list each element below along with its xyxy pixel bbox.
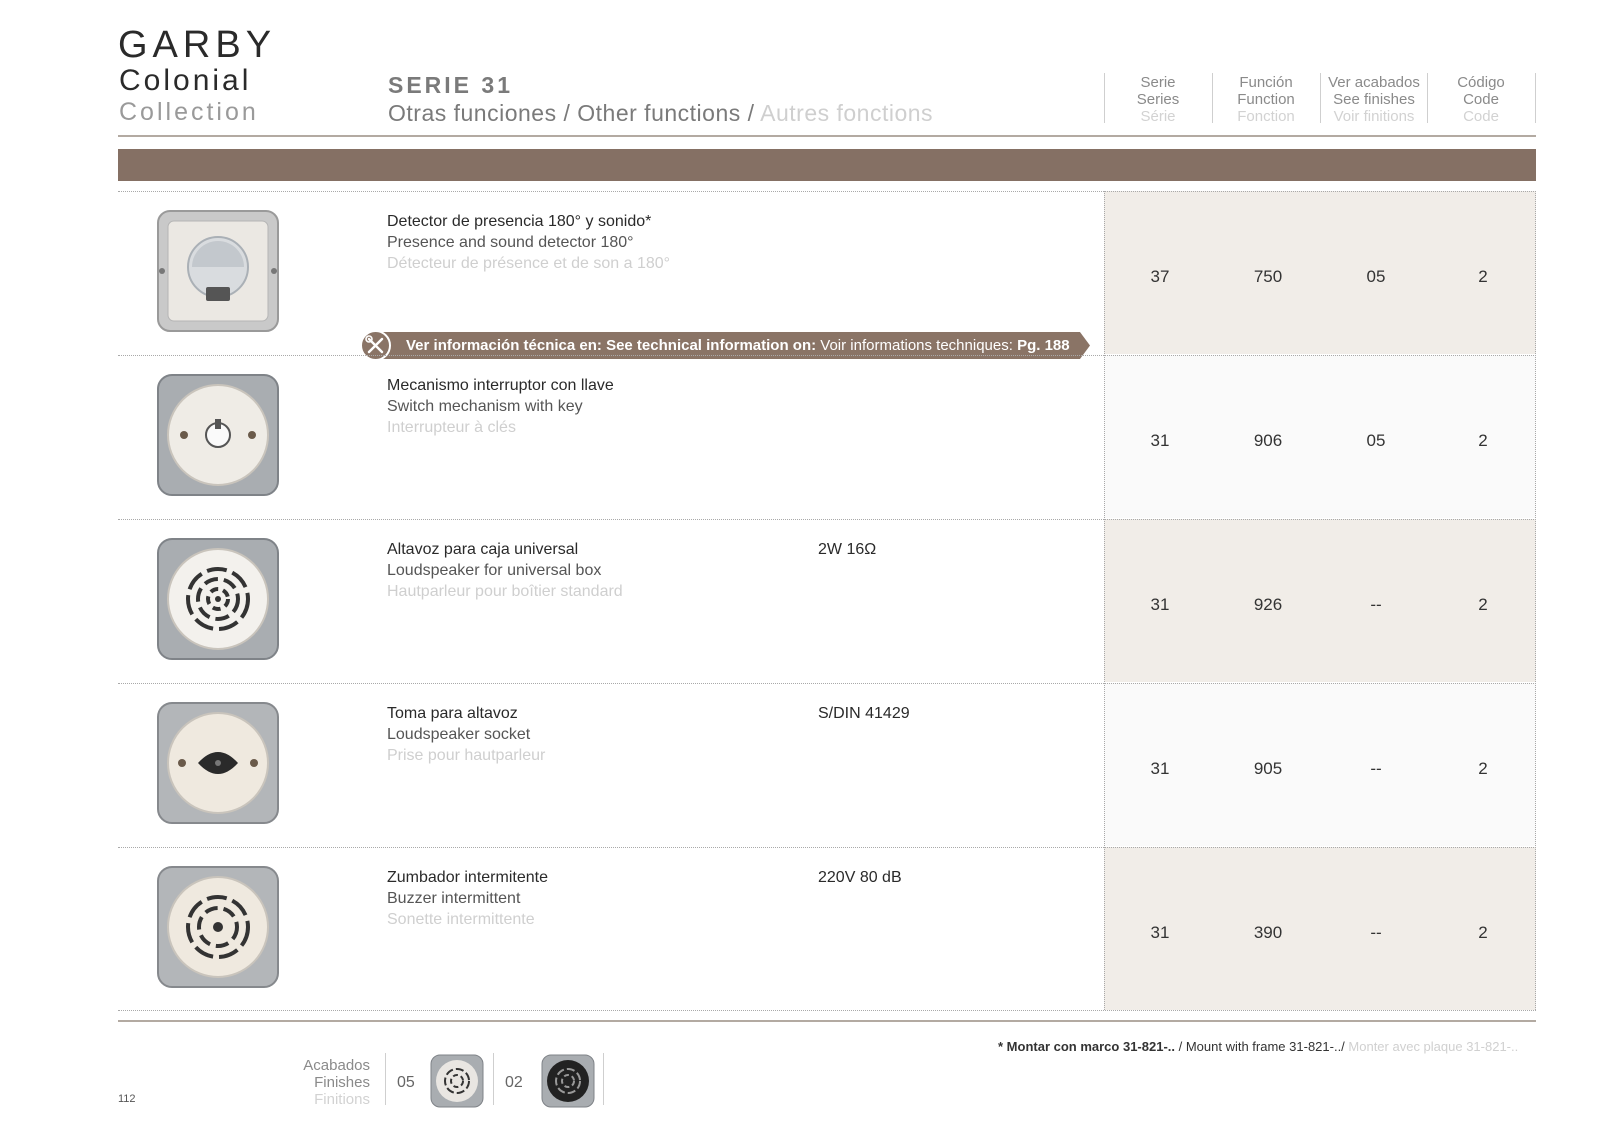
col-label-fr: Fonction	[1237, 108, 1295, 125]
tech-label-en: See technical information on:	[606, 337, 817, 354]
technical-info-text	[406, 337, 1070, 354]
row-divider	[118, 519, 1536, 520]
finishes-label-en: Finishes	[314, 1074, 370, 1091]
column-divider	[1320, 73, 1321, 123]
codigo-value: 2	[1478, 595, 1488, 614]
serie-sub-fr: Autres fonctions	[760, 100, 934, 126]
column-divider	[1535, 73, 1536, 123]
row-divider	[118, 847, 1536, 848]
finishes-divider	[385, 1053, 386, 1105]
product-name-es: Mecanismo interruptor con llave	[387, 377, 614, 394]
product-name-es: Zumbador intermitente	[387, 869, 548, 886]
col-label-fr: Code	[1463, 108, 1499, 125]
product-name-fr: Interrupteur à clés	[387, 419, 516, 436]
product-name-fr: Hautparleur pour boîtier standard	[387, 583, 623, 600]
product-row	[118, 355, 1536, 518]
product-name-es: Altavoz para caja universal	[387, 541, 579, 558]
product-name-en: Switch mechanism with key	[387, 398, 583, 415]
key-switch-icon	[152, 369, 284, 501]
column-header-funcion	[1214, 74, 1318, 125]
finishes-divider	[493, 1053, 494, 1105]
product-name-fr: Sonette intermittente	[387, 911, 535, 928]
header-rule	[118, 135, 1536, 137]
buzzer-icon	[152, 861, 284, 993]
product-spec: 2W 16Ω	[818, 541, 877, 558]
serie-sub-en: Other functions	[577, 100, 741, 126]
finishes-label-es: Acabados	[303, 1057, 370, 1074]
tech-page-link[interactable]: Pg. 188	[1017, 337, 1070, 354]
acabados-value: --	[1370, 923, 1382, 942]
col-label-en: See finishes	[1333, 91, 1415, 108]
brand-subtitle: Colonial	[119, 64, 252, 97]
speaker-socket-icon	[152, 697, 284, 829]
footnote-en: / Mount with frame 31-821-../	[1175, 1039, 1349, 1054]
product-name-fr: Prise pour hautparleur	[387, 747, 546, 764]
serie-value: 31	[1150, 759, 1170, 778]
acabados-value: --	[1370, 595, 1382, 614]
presence-detector-icon	[152, 205, 284, 337]
finish-code: 02	[505, 1074, 523, 1091]
footnote-fr: Monter avec plaque 31-821-..	[1348, 1039, 1519, 1054]
product-row	[118, 683, 1536, 846]
footnote-es: * Montar con marco 31-821-..	[998, 1039, 1175, 1054]
tech-label-fr: Voir informations techniques:	[820, 337, 1013, 354]
col-label-en: Function	[1237, 91, 1295, 108]
serie-value: 31	[1150, 923, 1170, 942]
column-header-serie	[1106, 74, 1210, 125]
codigo-value: 2	[1478, 759, 1488, 778]
col-label-es: Ver acabados	[1328, 74, 1420, 91]
serie-sub-es: Otras funciones	[388, 100, 557, 126]
product-name-en: Loudspeaker for universal box	[387, 562, 602, 579]
serie-value: 37	[1150, 267, 1170, 286]
brand-collection: Collection	[119, 98, 259, 126]
product-name-en: Presence and sound detector 180°	[387, 234, 634, 251]
serie-sep-2: /	[740, 100, 761, 126]
row-divider	[118, 355, 1536, 356]
funcion-value: 750	[1253, 267, 1283, 286]
loudspeaker-icon	[152, 533, 284, 665]
col-label-fr: Voir finitions	[1333, 108, 1415, 125]
product-row	[118, 519, 1536, 682]
codigo-value: 2	[1478, 431, 1488, 450]
row-divider	[118, 1010, 1536, 1011]
column-divider	[1427, 73, 1428, 123]
col-label-es: Función	[1239, 74, 1293, 91]
product-spec: S/DIN 41429	[818, 705, 910, 722]
codigo-value: 2	[1478, 923, 1488, 942]
product-spec: 220V 80 dB	[818, 869, 902, 886]
finishes-label-fr: Finitions	[314, 1091, 370, 1108]
product-name-es: Detector de presencia 180° y sonido*	[387, 213, 652, 230]
acabados-value: 05	[1366, 267, 1386, 286]
col-label-fr: Série	[1140, 108, 1176, 125]
row-divider	[118, 683, 1536, 684]
finish-swatch-black-icon	[541, 1054, 595, 1108]
finishes-divider	[603, 1053, 604, 1105]
product-name-en: Loudspeaker socket	[387, 726, 531, 743]
funcion-value: 905	[1253, 759, 1283, 778]
product-row	[118, 847, 1536, 1010]
row-divider	[118, 191, 1536, 192]
product-name-es: Toma para altavoz	[387, 705, 518, 722]
finishes-label	[282, 1057, 370, 1108]
serie-sep-1: /	[556, 100, 578, 126]
acabados-value: 05	[1366, 431, 1386, 450]
footnote	[998, 1039, 1518, 1054]
brand-title: GARBY	[118, 24, 277, 66]
product-name-en: Buzzer intermittent	[387, 890, 521, 907]
section-band	[118, 149, 1536, 181]
page-number: 112	[118, 1093, 136, 1105]
column-header-acabados	[1322, 74, 1426, 125]
col-label-es: Código	[1457, 74, 1505, 91]
codigo-value: 2	[1478, 267, 1488, 286]
product-name-fr: Détecteur de présence et de son a 180°	[387, 255, 671, 272]
acabados-value: --	[1370, 759, 1382, 778]
column-divider	[1104, 73, 1105, 123]
serie-value: 31	[1150, 431, 1170, 450]
product-row	[118, 191, 1536, 354]
column-divider	[1212, 73, 1213, 123]
serie-title: SERIE 31	[388, 72, 513, 98]
tech-label-es: Ver información técnica en:	[406, 337, 602, 354]
funcion-value: 390	[1253, 923, 1283, 942]
serie-subtitle	[388, 100, 933, 127]
col-label-en: Code	[1463, 91, 1499, 108]
funcion-value: 926	[1253, 595, 1283, 614]
footer-rule	[118, 1020, 1536, 1022]
finish-code: 05	[397, 1074, 415, 1091]
finish-swatch-white-icon	[430, 1054, 484, 1108]
col-label-en: Series	[1136, 91, 1180, 108]
column-header-codigo	[1429, 74, 1533, 125]
funcion-value: 906	[1253, 431, 1283, 450]
serie-value: 31	[1150, 595, 1170, 614]
col-label-es: Serie	[1140, 74, 1176, 91]
